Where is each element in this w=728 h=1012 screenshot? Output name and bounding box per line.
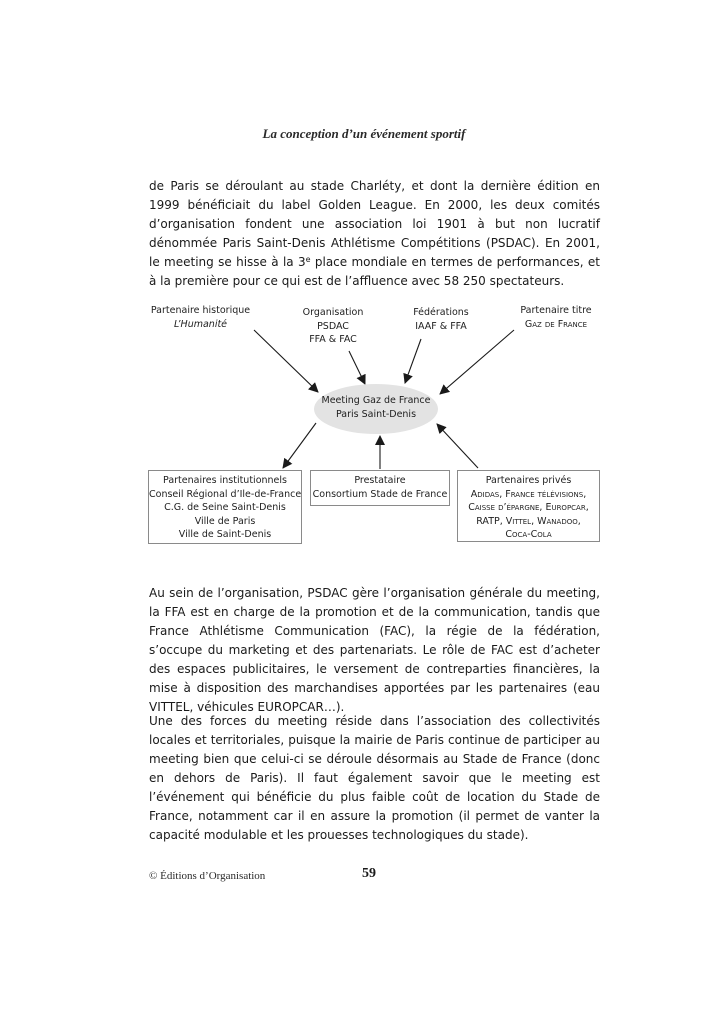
arrow-prives-to-hub bbox=[437, 424, 478, 468]
box-line: Coca-Cola bbox=[505, 529, 552, 540]
running-head: La conception d’un événement sportif bbox=[262, 126, 466, 141]
box-line: IAAF & FFA bbox=[415, 320, 467, 332]
box-prestataire bbox=[310, 470, 450, 506]
box-line: Organisation bbox=[302, 307, 364, 318]
box-title: Partenaire historique bbox=[150, 305, 251, 316]
paragraph-organisation: Au sein de l’organisation, PSDAC gère l’organisation générale du meeting, la FFA est en charge de la promotion et de la communication, tandis que France Athlétisme Communication (FAC), la régie de la fédération, s’occupe du marketing et des partenariats. Le rôle de FAC est d’acheter des espaces publicitaires, le versement de contreparties financières, la mise à disposition des marchandises apportées par les partenaires (eau VITTEL, véhicules EUROPCAR…). bbox=[149, 586, 600, 714]
box-partenaires-institutionnels bbox=[148, 470, 302, 544]
box-line: Partenaires privés bbox=[485, 475, 572, 486]
paragraph-intro: de Paris se déroulant au stade Charléty, et dont la dernière édition en 1999 bénéficiait du label Golden League. En 2000, les deux comités d’organisation fondent une association loi 1901 à but non lucratif dénommée Paris Saint-Denis Athlétisme Compétitions (PSDAC). En 2001, le meeting se hisse à la 3e place mondiale en termes de performances, et à la première pour ce qui est de l’affluence avec 58 250 spectateurs. bbox=[149, 179, 600, 288]
box-name: Gaz de France bbox=[524, 318, 588, 330]
arrow-titre-to-hub bbox=[440, 330, 514, 394]
arrow-hub-to-institutionnels bbox=[283, 423, 316, 468]
box-line: Partenaires institutionnels bbox=[163, 475, 287, 486]
box-line: Caisse d’épargne, Europcar, bbox=[468, 502, 589, 513]
paragraph-collectivites: Une des forces du meeting réside dans l’association des collectivités locales et territoriales, puisque la mairie de Paris continue de participer au meeting bien que celui-ci se déroule désormais au Stade de France (donc en dehors de Paris). Il faut également savoir que le meeting est l’événement qui bénéficie du plus faible coût de location du Stade de France, notamment car il en assure la promotion (il permet de vanter la capacité modulable et les prouesses technologiques du stade). bbox=[149, 714, 600, 842]
box-line: RATP, Vittel, Wanadoo, bbox=[476, 515, 581, 527]
box-line: Fédérations bbox=[413, 307, 469, 318]
box-line: Conseil Régional d’Ile-de-France bbox=[149, 488, 302, 500]
box-line: PSDAC bbox=[317, 320, 349, 332]
box-line: FFA & FAC bbox=[309, 334, 357, 345]
box-name: L’Humanité bbox=[173, 318, 228, 330]
hub-meeting bbox=[314, 384, 438, 434]
box-line: Prestataire bbox=[354, 475, 406, 486]
box-line: Ville de Saint-Denis bbox=[178, 529, 272, 540]
page-number: 59 bbox=[362, 866, 376, 881]
box-line: Ville de Paris bbox=[194, 515, 256, 527]
box-line: Adidas, France télévisions, bbox=[470, 488, 587, 500]
hub-line: Paris Saint-Denis bbox=[335, 408, 417, 420]
box-federations bbox=[408, 306, 474, 338]
box-line: C.G. de Seine Saint-Denis bbox=[164, 502, 286, 513]
box-partenaire-historique bbox=[148, 304, 253, 338]
box-partenaires-prives bbox=[457, 470, 600, 542]
box-title: Partenaire titre bbox=[520, 305, 592, 316]
box-line: Consortium Stade de France bbox=[312, 488, 448, 500]
footer-publisher: © Éditions d’Organisation bbox=[149, 870, 266, 882]
arrow-federations-to-hub bbox=[405, 339, 421, 383]
box-partenaire-titre bbox=[513, 304, 599, 338]
hub-line: Meeting Gaz de France bbox=[321, 395, 431, 406]
arrow-organisation-to-hub bbox=[349, 351, 365, 384]
box-organisation bbox=[301, 306, 365, 350]
